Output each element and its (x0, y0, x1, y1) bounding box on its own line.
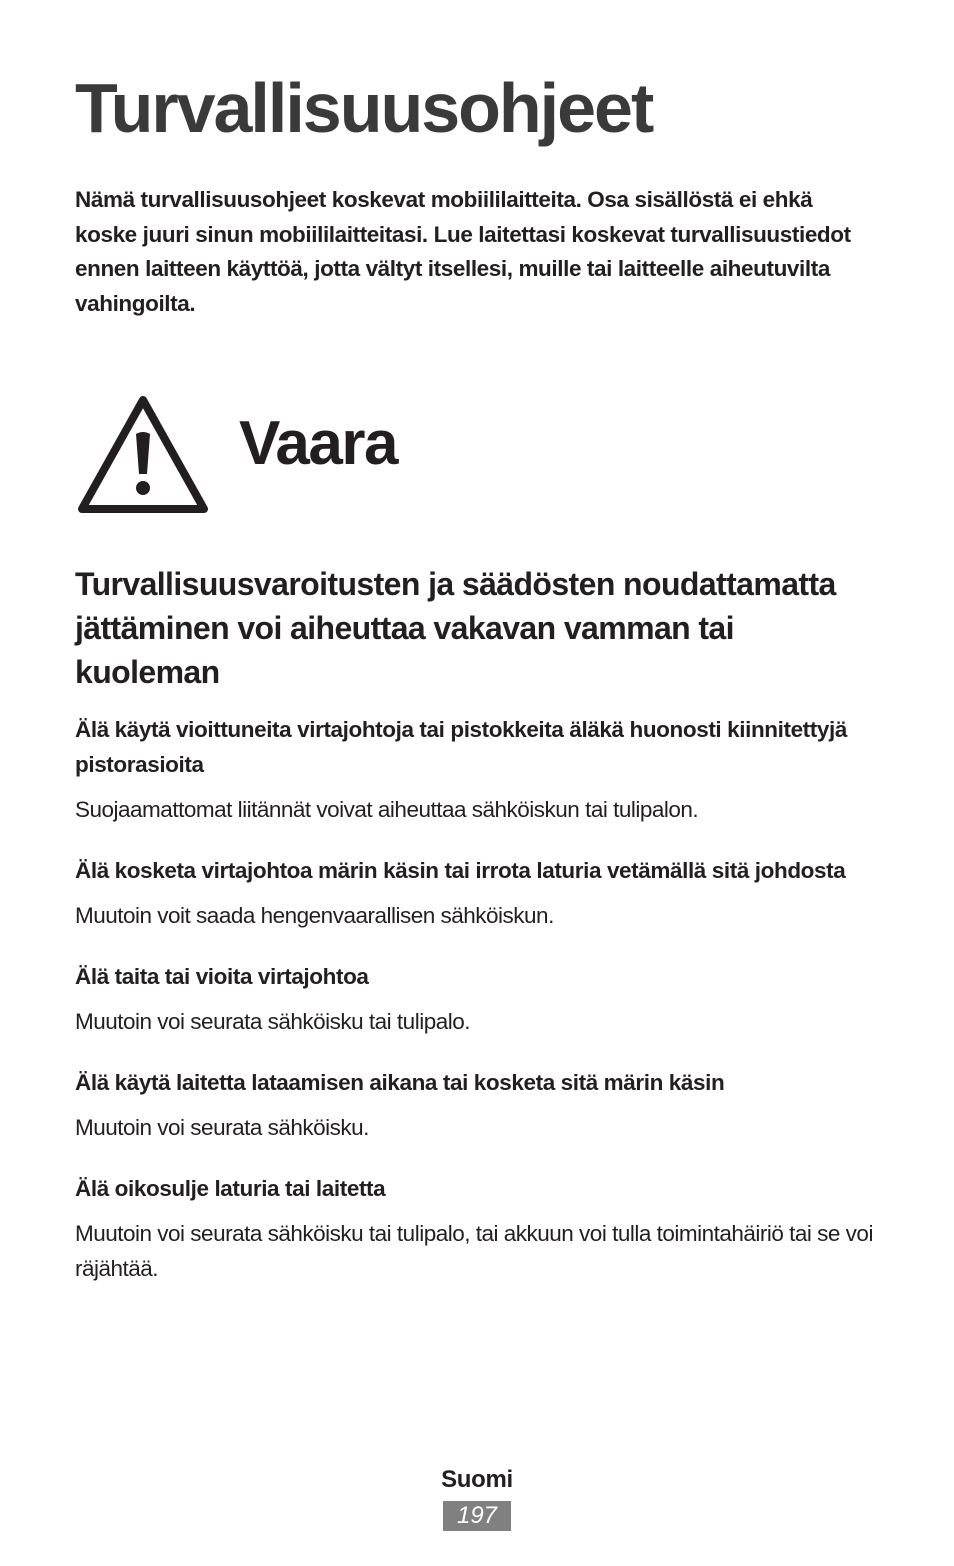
safety-item (75, 960, 885, 1040)
page-title: Turvallisuusohjeet (75, 69, 653, 147)
warning-triangle-icon (75, 392, 211, 516)
safety-item-list (75, 713, 885, 1312)
safety-item-text: Suojaamattomat liitännät voivat aiheuttaa sähköiskun tai tulipalon. (75, 797, 699, 822)
danger-label: Vaara (239, 409, 398, 478)
safety-item-text: Muutoin voi seurata sähköisku tai tulipalo. (75, 1009, 470, 1034)
page-footer (0, 1463, 954, 1531)
safety-item (75, 1172, 885, 1287)
safety-item (75, 713, 885, 828)
safety-item-text: Muutoin voit saada hengenvaarallisen sähköiskun. (75, 903, 554, 928)
danger-section-header (75, 392, 675, 516)
safety-item-title: Älä käytä laitetta lataamisen aikana tai kosketa sitä märin käsin (75, 1069, 725, 1095)
safety-item-text: Muutoin voi seurata sähköisku tai tulipalo, tai akkuun voi tulla toimintahäiriö tai se voi räjähtää. (75, 1221, 873, 1281)
safety-item-title: Älä kosketa virtajohtoa märin käsin tai irrota laturia vetämällä sitä johdosta (75, 857, 846, 883)
safety-item-text: Muutoin voi seurata sähköisku. (75, 1115, 369, 1140)
safety-item-title: Älä oikosulje laturia tai laitetta (75, 1175, 386, 1201)
safety-item-title: Älä taita tai vioita virtajohtoa (75, 963, 369, 989)
section-heading: Turvallisuusvaroitusten ja säädösten noudattamatta jättäminen voi aiheuttaa vakavan vamman tai kuoleman (75, 566, 836, 690)
safety-item (75, 854, 885, 934)
safety-item-title: Älä käytä vioittuneita virtajohtoja tai pistokkeita äläkä huonosti kiinnitettyjä pistorasioita (75, 717, 847, 777)
document-page (75, 0, 885, 1566)
footer-language: Suomi (441, 1466, 513, 1493)
safety-item (75, 1066, 885, 1146)
page-number: 197 (443, 1501, 511, 1531)
intro-paragraph: Nämä turvallisuusohjeet koskevat mobiililaitteita. Osa sisällöstä ei ehkä koske juuri sinun mobiililaitteitasi. Lue laitettasi koskevat turvallisuustiedot ennen laitteen käyttöä, jotta vältyt itsellesi, muille tai laitteelle aiheutuvilta vahingoilta. (75, 187, 851, 316)
